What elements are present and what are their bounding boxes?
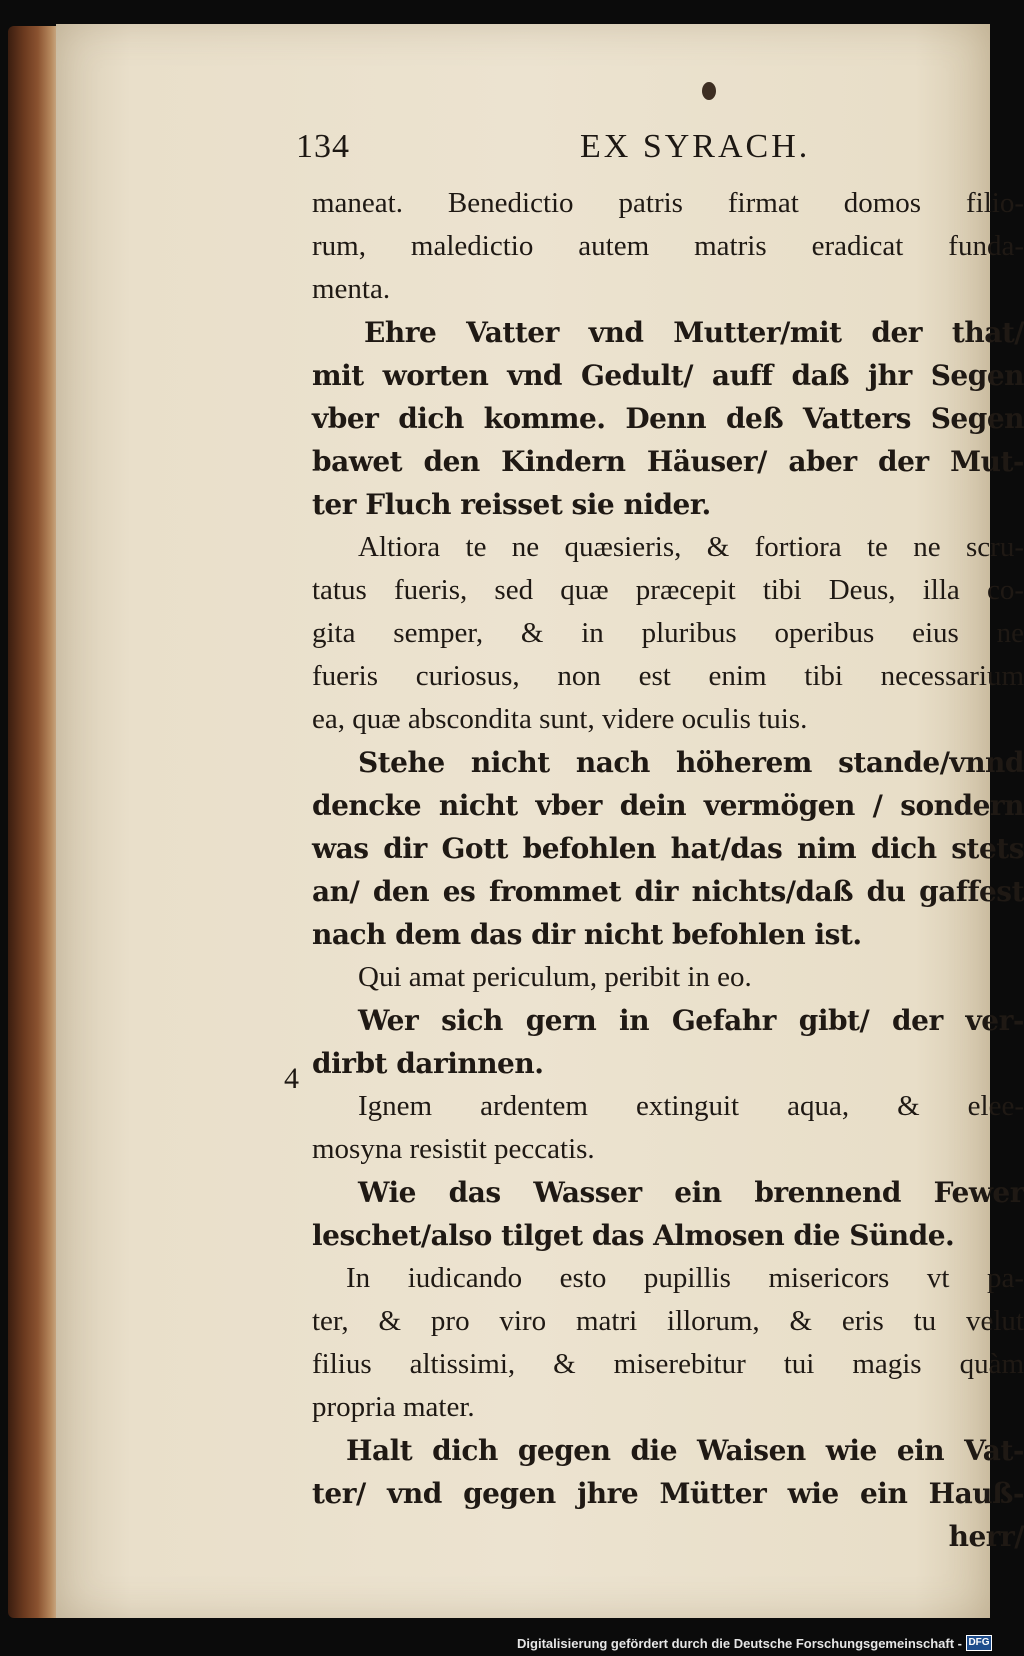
text-line: Stehe nicht nach höherem stande/vnnd bbox=[358, 746, 1024, 779]
text-line: ter/ vnd gegen jhre Mütter wie ein Hauß- bbox=[312, 1477, 1024, 1510]
text-block bbox=[312, 182, 1024, 1558]
text-line: propria mater. bbox=[312, 1391, 475, 1423]
text-line: mit worten vnd Gedult/ auff daß jhr Segen bbox=[312, 359, 1024, 392]
text-line: filius altissimi, & miserebitur tui magis quàm bbox=[312, 1348, 1024, 1380]
text-line: Wer sich gern in Gefahr gibt/ der ver- bbox=[358, 1004, 1024, 1037]
text-line: mosyna resistit peccatis. bbox=[312, 1133, 595, 1165]
text-line: Ignem ardentem extinguit aqua, & elee- bbox=[358, 1090, 1024, 1122]
text-line: maneat. Benedictio patris firmat domos filio- bbox=[312, 187, 1024, 219]
text-line: nach dem das dir nicht befohlen ist. bbox=[312, 918, 862, 951]
text-line: rum, maledictio autem matris eradicat funda- bbox=[312, 230, 1024, 262]
ink-blot-ornament bbox=[702, 82, 716, 100]
text-line: ter, & pro viro matri illorum, & eris tu velut bbox=[312, 1305, 1024, 1337]
text-line: fueris curiosus, non est enim tibi necessarium bbox=[312, 660, 1024, 692]
text-line: bawet den Kindern Häuser/ aber der Mut- bbox=[312, 445, 1024, 478]
text-line: was dir Gott befohlen hat/das nim dich stets bbox=[312, 832, 1024, 865]
text-line: gita semper, & in pluribus operibus eius ne bbox=[312, 617, 1024, 649]
text-line: dirbt darinnen. bbox=[312, 1047, 544, 1080]
page-number: 134 bbox=[296, 128, 350, 165]
text-line: Qui amat periculum, peribit in eo. bbox=[358, 961, 752, 993]
catchword-line: herr/ bbox=[948, 1520, 1024, 1553]
text-line: Ehre Vatter vnd Mutter/mit der that/ bbox=[364, 316, 1024, 349]
text-line: leschet/also tilget das Almosen die Sünde. bbox=[312, 1219, 955, 1252]
digitization-credit bbox=[517, 1632, 992, 1654]
text-line: vber dich komme. Denn deß Vatters Segen bbox=[312, 402, 1024, 435]
running-head: EX SYRACH. bbox=[580, 128, 811, 165]
text-line: In iudicando esto pupillis misericors vt pa- bbox=[346, 1262, 1024, 1294]
book-page bbox=[56, 24, 1024, 1618]
dfg-logo: DFG bbox=[966, 1635, 992, 1651]
text-line: ter Fluch reisset sie nider. bbox=[312, 488, 711, 521]
text-line: dencke nicht vber dein vermögen / sondern bbox=[312, 789, 1024, 822]
text-line: Altiora te ne quæsieris, & fortiora te ne scru- bbox=[358, 531, 1024, 563]
text-line: Wie das Wasser ein brennend Fewer bbox=[358, 1176, 1024, 1209]
page-header bbox=[56, 128, 990, 176]
margin-verse-number: 4 bbox=[284, 1062, 299, 1095]
text-line: an/ den es frommet dir nichts/daß du gaffest bbox=[312, 875, 1024, 908]
text-line: tatus fueris, sed quæ præcepit tibi Deus, illa co- bbox=[312, 574, 1024, 606]
credit-text: Digitalisierung gefördert durch die Deutsche Forschungsgemeinschaft - bbox=[517, 1635, 962, 1651]
text-line: menta. bbox=[312, 273, 391, 305]
text-line: ea, quæ abscondita sunt, videre oculis tuis. bbox=[312, 703, 808, 735]
text-line: Halt dich gegen die Waisen wie ein Vat- bbox=[346, 1434, 1024, 1467]
book-spine-edge bbox=[8, 26, 62, 1618]
